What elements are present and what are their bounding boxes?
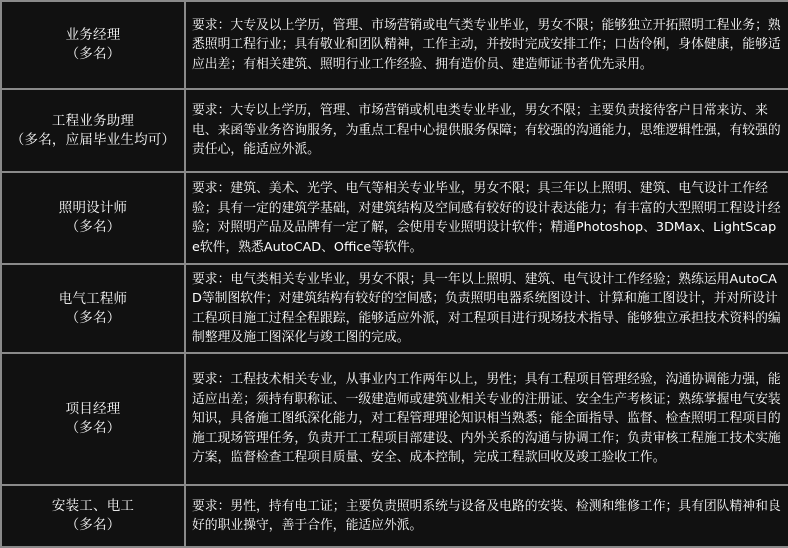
job-count: （多名） [65, 517, 121, 533]
job-title-cell [1, 89, 185, 172]
job-requirement: 要求：工程技术相关专业，从事业内工作两年以上，男性；具有工程项目管理经验，沟通协调能力强，能适应出差；须持有职称证、一级建造师或建筑业相关专业的注册证、安全生产考核证；熟练掌握电气安装知识，具备施工图纸深化能力，对工程管理理论知识相当熟悉；能全面指导、监督、检查照明工程项目的施工现场管理任务，负责开工工程项目部建设、内外关系的沟通与协调工作；负责审核工程施工技术实施方案，监督检查工程项目质量、安全、成本控制，完成工程款回收及竣工验收工作。 [185, 353, 788, 485]
job-count: （多名，应届毕业生均可） [10, 131, 176, 148]
job-requirement: 要求：大专及以上学历，管理、市场营销或电气类专业毕业，男女不限；能够独立开拓照明工程业务；熟悉照明工程行业；具有敬业和团队精神，工作主动，并按时完成安排工作；口齿伶俐，身体健康，能够适应出差；有相关建筑、照明行业工作经验、拥有造价员、建造师证书者优先录用。 [185, 1, 788, 89]
job-title-cell [1, 1, 185, 89]
job-title: 电气工程师 [58, 290, 128, 307]
job-count: （多名） [65, 219, 121, 235]
job-title: 工程业务助理 [51, 112, 135, 129]
job-title: 项目经理 [65, 401, 121, 417]
job-requirement: 要求：电气类相关专业毕业，男女不限；具一年以上照明、建筑、电气设计工作经验；熟练运用AutoCAD等制图软件；对建筑结构有较好的空间感；负责照明电器系统图设计、计算和施工图设计，并对所设计工程项目施工过程全程跟踪，能够适应外派，对工程项目进行现场技术指导、能够独立承担技术资料的编制整理及施工图深化与竣工图的完成。 [185, 264, 788, 353]
table-row [1, 485, 788, 547]
table-row [1, 353, 788, 485]
job-count: （多名） [65, 46, 121, 62]
job-title: 安装工、电工 [51, 498, 135, 514]
job-count: （多名） [65, 420, 121, 436]
table-row [1, 264, 788, 353]
job-title-cell [1, 353, 185, 485]
job-title-cell [1, 264, 185, 353]
job-count: （多名） [65, 309, 121, 326]
table-row [1, 89, 788, 172]
job-requirement: 要求：建筑、美术、光学、电气等相关专业毕业，男女不限；具三年以上照明、建筑、电气设计工作经验；具有一定的建筑学基础，对建筑结构及空间感有较好的设计表达能力；有丰富的大型照明工程设计经验；对照明产品及品牌有一定了解，会使用专业照明设计软件；精通Photoshop、3DMax、LightScape软件，熟悉AutoCAD、Office等软件。 [185, 172, 788, 264]
job-title: 业务经理 [65, 27, 121, 43]
job-requirement: 要求：大专以上学历，管理、市场营销或机电类专业毕业，男女不限；主要负责接待客户日常来访、来电、来函等业务咨询服务，为重点工程中心提供服务保障；有较强的沟通能力，思维逻辑性强，有较强的责任心，能适应外派。 [185, 89, 788, 172]
job-requirement: 要求：男性，持有电工证；主要负责照明系统与设备及电路的安装、检测和维修工作；具有团队精神和良好的职业操守，善于合作，能适应外派。 [185, 485, 788, 547]
table-row [1, 1, 788, 89]
job-title: 照明设计师 [58, 200, 128, 216]
table-row [1, 172, 788, 264]
job-title-cell [1, 172, 185, 264]
job-title-cell [1, 485, 185, 547]
